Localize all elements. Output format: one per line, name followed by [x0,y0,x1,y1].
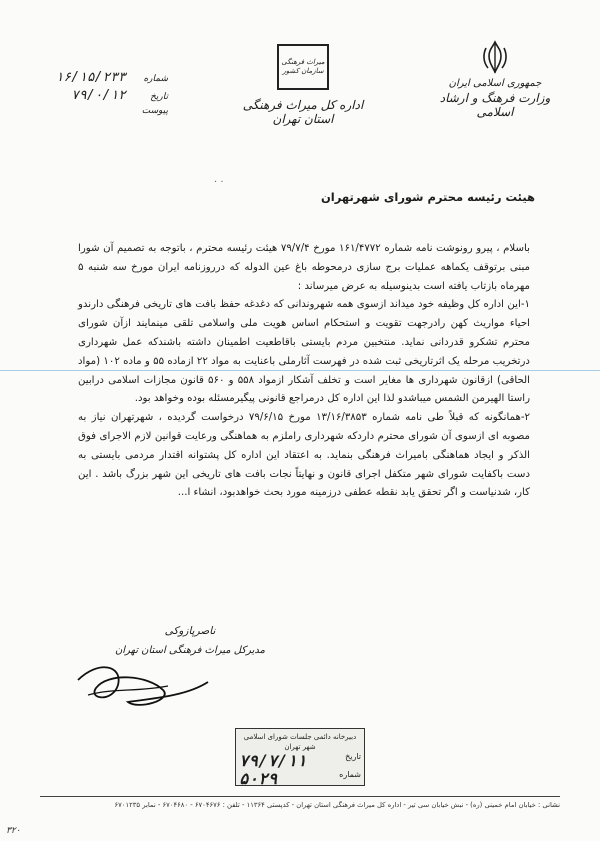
letter-meta [28,70,168,124]
stamp-date-row [239,752,361,770]
letter-body [78,240,530,503]
corner-number: ۳۲۰ [6,826,21,836]
body-paragraph-2: ۲-همانگونه که قبلاً طی نامه شماره ۱۳/۱۶/۳۸۵۳ مورخ ۷۹/۶/۱۵ درخواست گردیده ، شهرتهران نیاز به مصوبه ای ازسوی آن شورای محترم داردکه شهرداری راملزم به هماهنگی ورعایت قوانین لازم الاجرای فوق الذکر و ایجاد هماهنگی بامیراث فرهنگی بنماید. به اعتقاد این اداره کل پشتوانه اقتدار مردمی بایستی به دست باکفایت شورای شهر متکفل اجرای قانون و نهایتاً نجات بافت های تاریخی این شهر بزرگ باشد . این کار، شدنیاست و اگر تحقق یابد نقطه عطفی درزمینه مورد بحث خواهدبود، انشاء ا... [78,412,530,499]
number-value: ۱۶/۱۵/۲۳۳ [55,70,126,85]
handwritten-signature-icon [68,640,218,720]
date-label: تاریخ [150,92,168,102]
footer-address: نشانی : خیابان امام خمینی (ره) - نبش خیابان سی تیر - اداره کل میراث فرهنگی استان تهران - کدپستی ۱۱۳۶۴ - تلفن : ۶۷۰۴۶۷۶ - ۶۷۰۴۶۸۰ - نمابر ۶۷۰۱۲۳۵ [114,801,560,809]
date-value: ۷۹/۰/۱۲ [71,88,126,103]
organization-header [228,44,378,126]
stamp-number-value: ۵۰۲۹ [239,769,278,788]
ministry-header [420,40,570,119]
stamp-date-label: تاریخ [345,752,361,761]
number-label: شماره [143,74,168,84]
stamp-number-row [239,770,361,788]
republic-name: جمهوری اسلامی ایران [448,78,542,89]
stamp-number-label: شماره [339,770,361,779]
body-paragraph-intro: باسلام ، پیرو رونوشت نامه شماره ۱۶۱/۴۷۷۲ مورخ ۷۹/۷/۴ هیئت رئیسه محترم ، باتوجه به تصمیم آن شورا مبنی برتوقف یکماهه عملیات برج سازی درمحوطه باغ عین الدوله که درروزنامه ایران مورخ سه شنبه ۵ مهرماه بازتاب یافته است بدینوسیله به عرض میرساند : [78,243,530,292]
margin-dots: . . [214,174,224,185]
addressee: هیئت رئیسه محترم شورای شهرتهران [320,190,535,204]
stamp-header: دبیرخانه دائمی جلسات شورای اسلامی شهر تهران [243,733,357,751]
meta-attachment-row [28,106,168,124]
iran-emblem-icon [480,40,510,74]
received-stamp [235,728,365,786]
organization-name: اداره کل میراث فرهنگی استان تهران [242,98,364,126]
signer-title: مدیرکل میراث فرهنگی استان تهران [114,645,266,656]
footer-divider [40,796,560,797]
heritage-logo [277,44,329,90]
body-paragraph-1: ۱-این اداره کل وظیفه خود میداند ازسوی همه شهروندانی که دغدغه حفظ بافت های تاریخی فرهنگی دارندو احیاء مواریث کهن رادرجهت تقویت و استحکام اساس هویت ملی واسلامی تلقی مینمایند ازآن شورای محترم تشکرو قدردانی نماید. منتخبین مردم بایستی باقاطعیت اطمینان داشته باشندکه عمل شهرداری درتخریب مرحله یک اثرتاریخی ثبت شده در فهرست آثارملی باعنایت به مواد ۲۲ ازماده ۵۵ و ماده ۱۰۲ (مواد الحاقی) ازقانون شهرداری ها مغایر است و تخلف آشکار ازمواد ۵۵۸ و ۵۶۰ قانون مجازات اسلامی درابین راستا الهیرمن الشمس میباشدو لذا این اداره کل درمراجع قانونی پیگیرمسئله بوده وخواهد بود. [78,299,530,405]
logo-text: میراث فرهنگی سازمان کشور [281,58,325,75]
ministry-name: وزارت فرهنگ و ارشاد اسلامی [439,91,551,119]
meta-number-row [28,70,168,88]
stamp-date-value: ۷۹/۷/۱۱ [239,751,307,770]
signer-name: ناصرپازوکی [164,625,216,637]
meta-date-row [28,88,168,106]
attachment-label: پیوست [141,106,168,116]
scan-line [0,370,600,371]
